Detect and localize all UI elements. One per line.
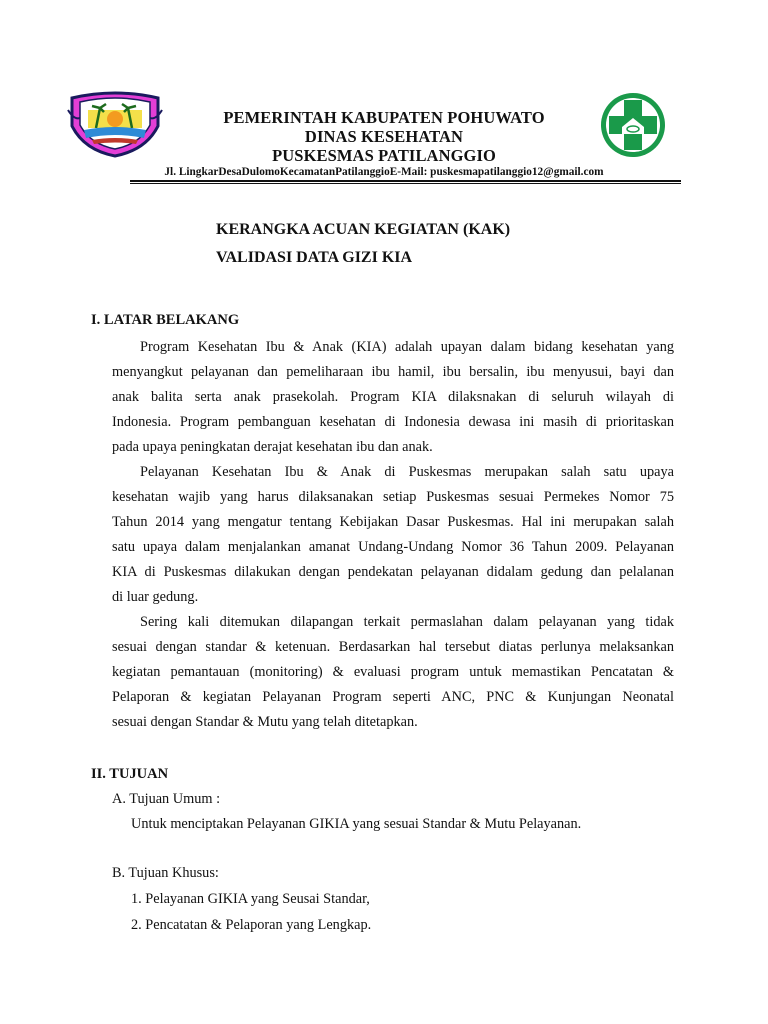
kop-government-name: PEMERINTAH KABUPATEN POHUWATO (223, 108, 545, 127)
paragraph-line: kegiatan pemantauan (monitoring) & evaluasi program untuk memastikan Pencatatan & (112, 664, 674, 680)
tujuan-umum-label: A. Tujuan Umum : (112, 791, 221, 807)
section-heading-tujuan: II. TUJUAN (91, 766, 169, 782)
paragraph-line: Indonesia. Program pembanguan kesehatan di Indonesia dewasa ini masih di prioritaskan (112, 414, 674, 430)
paragraph-line: sesuai dengan Standar & Mutu yang telah ditetapkan. (112, 714, 418, 730)
letterhead-rule-thick (130, 180, 681, 182)
tujuan-khusus-item: 2. Pencatatan & Pelaporan yang Lengkap. (131, 917, 372, 933)
kop-puskesmas-name: PUSKESMAS PATILANGGIO (272, 146, 496, 165)
section-heading-latar-belakang: I. LATAR BELAKANG (91, 312, 240, 328)
paragraph-line: Sering kali ditemukan dilapangan terkait permaslahan dalam pelayanan yang tidak (140, 614, 674, 630)
document-subtitle: VALIDASI DATA GIZI KIA (216, 249, 413, 266)
kop-agency-name: DINAS KESEHATAN (304, 127, 464, 146)
letterhead-rule-thin (130, 183, 681, 184)
paragraph-line: Pelaporan & kegiatan Pelayanan Program seperti ANC, PNC & Kunjungan Neonatal (112, 689, 674, 705)
tujuan-khusus-label: B. Tujuan Khusus: (112, 865, 219, 881)
paragraph-line: Tahun 2014 yang mengatur tentang Kebijakan Dasar Puskesmas. Hal ini merupakan salah (112, 514, 674, 530)
kop-address: Jl. LingkarDesaDulomoKecamatanPatilanggioE-Mail: puskesmapatilanggio12@gmail.com (164, 166, 604, 178)
paragraph-line: KIA di Puskesmas dilakukan dengan pendekatan pelayanan didalam gedung dan pelalanan (112, 564, 674, 580)
paragraph-line: Pelayanan Kesehatan Ibu & Anak di Puskesmas merupakan salah satu upaya (140, 464, 674, 480)
paragraph-line: menyangkut pelayanan dan pemeliharaan ibu hamil, ibu bersalin, ibu menyusui, bayi dan (112, 364, 674, 380)
paragraph-line: anak balita serta anak prasekolah. Program KIA dilaksnakan di seluruh wilayah di (112, 389, 674, 405)
tujuan-umum-text: Untuk menciptakan Pelayanan GIKIA yang sesuai Standar & Mutu Pelayanan. (131, 816, 582, 832)
paragraph-line: kesehatan wajib yang harus dilaksanakan setiap Puskesmas sesuai Permekes Nomor 75 (112, 489, 674, 505)
tujuan-khusus-item: 1. Pelayanan GIKIA yang Seusai Standar, (131, 891, 370, 907)
paragraph-line: pada upaya peningkatan derajat kesehatan ibu dan anak. (112, 439, 433, 455)
paragraph-line: Program Kesehatan Ibu & Anak (KIA) adalah upayan dalam bidang kesehatan yang (140, 339, 674, 355)
paragraph-line: sesuai dengan standar & ketenuan. Berdasarkan hal tersebut diatas perlunya melaksankan (112, 639, 674, 655)
document-title: KERANGKA ACUAN KEGIATAN (KAK) (216, 221, 511, 238)
paragraph-line: di luar gedung. (112, 589, 199, 605)
paragraph-line: satu upaya dalam menjalankan amanat Undang-Undang Nomor 36 Tahun 2009. Pelayanan (112, 539, 674, 555)
